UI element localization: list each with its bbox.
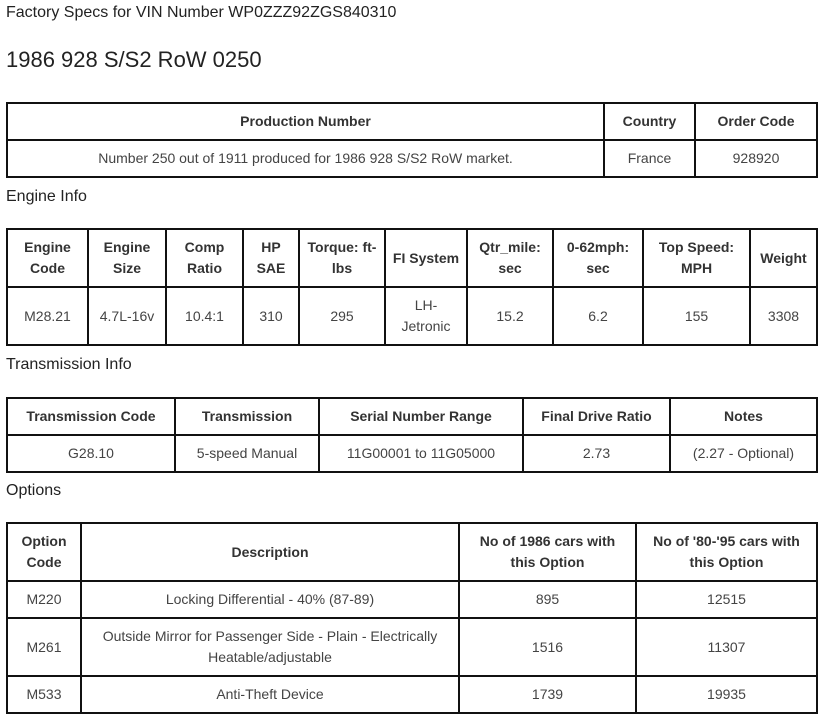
options-header-cell: No of '80-'95 cars with this Option <box>636 523 817 581</box>
option-code-cell: M261 <box>7 618 81 676</box>
engine-cell: 6.2 <box>553 287 643 345</box>
production-header-cell: Order Code <box>695 103 817 140</box>
option-count-1986-cell: 895 <box>459 581 636 618</box>
engine-cell: 3308 <box>750 287 817 345</box>
engine-header-cell: Top Speed: MPH <box>643 229 750 287</box>
engine-cell: 155 <box>643 287 750 345</box>
table-row <box>7 140 817 177</box>
engine-cell: 4.7L-16v <box>88 287 166 345</box>
engine-header-cell: Weight <box>750 229 817 287</box>
transmission-header-cell: Serial Number Range <box>319 398 523 435</box>
transmission-header-cell: Transmission Code <box>7 398 175 435</box>
option-count-all-cell: 19935 <box>636 676 817 713</box>
option-code-cell: M220 <box>7 581 81 618</box>
option-count-all-cell: 11307 <box>636 618 817 676</box>
engine-section-title: Engine Info <box>6 188 87 205</box>
production-header-row <box>7 103 817 140</box>
production-header-cell: Country <box>604 103 695 140</box>
table-row <box>7 618 817 676</box>
engine-cell: 10.4:1 <box>166 287 243 345</box>
engine-header-cell: Engine Code <box>7 229 88 287</box>
option-count-1986-cell: 1739 <box>459 676 636 713</box>
production-header-cell: Production Number <box>7 103 604 140</box>
order-code-cell: 928920 <box>695 140 817 177</box>
transmission-cell: 11G00001 to 11G05000 <box>319 435 523 472</box>
options-header-cell: Description <box>81 523 459 581</box>
transmission-header-cell: Final Drive Ratio <box>523 398 670 435</box>
options-header-cell: Option Code <box>7 523 81 581</box>
engine-cell: 15.2 <box>467 287 553 345</box>
engine-header-cell: Torque: ft-lbs <box>299 229 385 287</box>
engine-cell: LH-Jetronic <box>385 287 467 345</box>
transmission-section-title: Transmission Info <box>6 356 132 373</box>
transmission-header-cell: Notes <box>670 398 817 435</box>
options-section-title: Options <box>6 482 62 499</box>
option-description-cell: Locking Differential - 40% (87-89) <box>81 581 459 618</box>
table-row <box>7 676 817 713</box>
options-table <box>6 522 818 714</box>
production-number-cell: Number 250 out of 1911 produced for 1986 928 S/S2 RoW market. <box>7 140 604 177</box>
table-row <box>7 435 817 472</box>
transmission-table <box>6 397 818 473</box>
options-header-cell: No of 1986 cars with this Option <box>459 523 636 581</box>
option-description-cell: Outside Mirror for Passenger Side - Plain - Electrically Heatable/adjustable <box>81 618 459 676</box>
option-count-1986-cell: 1516 <box>459 618 636 676</box>
table-row <box>7 287 817 345</box>
transmission-cell: G28.10 <box>7 435 175 472</box>
transmission-header-row <box>7 398 817 435</box>
option-description-cell: Anti-Theft Device <box>81 676 459 713</box>
engine-cell: 310 <box>243 287 299 345</box>
page-heading: Factory Specs for VIN Number WP0ZZZ92ZGS840310 <box>6 4 397 21</box>
options-header-row <box>7 523 817 581</box>
engine-header-cell: FI System <box>385 229 467 287</box>
country-cell: France <box>604 140 695 177</box>
transmission-cell: 5-speed Manual <box>175 435 319 472</box>
engine-header-row <box>7 229 817 287</box>
engine-header-cell: Qtr_mile: sec <box>467 229 553 287</box>
engine-header-cell: Comp Ratio <box>166 229 243 287</box>
transmission-header-cell: Transmission <box>175 398 319 435</box>
production-table <box>6 102 818 178</box>
engine-header-cell: Engine Size <box>88 229 166 287</box>
option-count-all-cell: 12515 <box>636 581 817 618</box>
engine-header-cell: HP SAE <box>243 229 299 287</box>
table-row <box>7 581 817 618</box>
engine-cell: M28.21 <box>7 287 88 345</box>
engine-cell: 295 <box>299 287 385 345</box>
option-code-cell: M533 <box>7 676 81 713</box>
engine-header-cell: 0-62mph: sec <box>553 229 643 287</box>
engine-table <box>6 228 818 346</box>
model-title: 1986 928 S/S2 RoW 0250 <box>6 47 262 72</box>
transmission-cell: (2.27 - Optional) <box>670 435 817 472</box>
transmission-cell: 2.73 <box>523 435 670 472</box>
